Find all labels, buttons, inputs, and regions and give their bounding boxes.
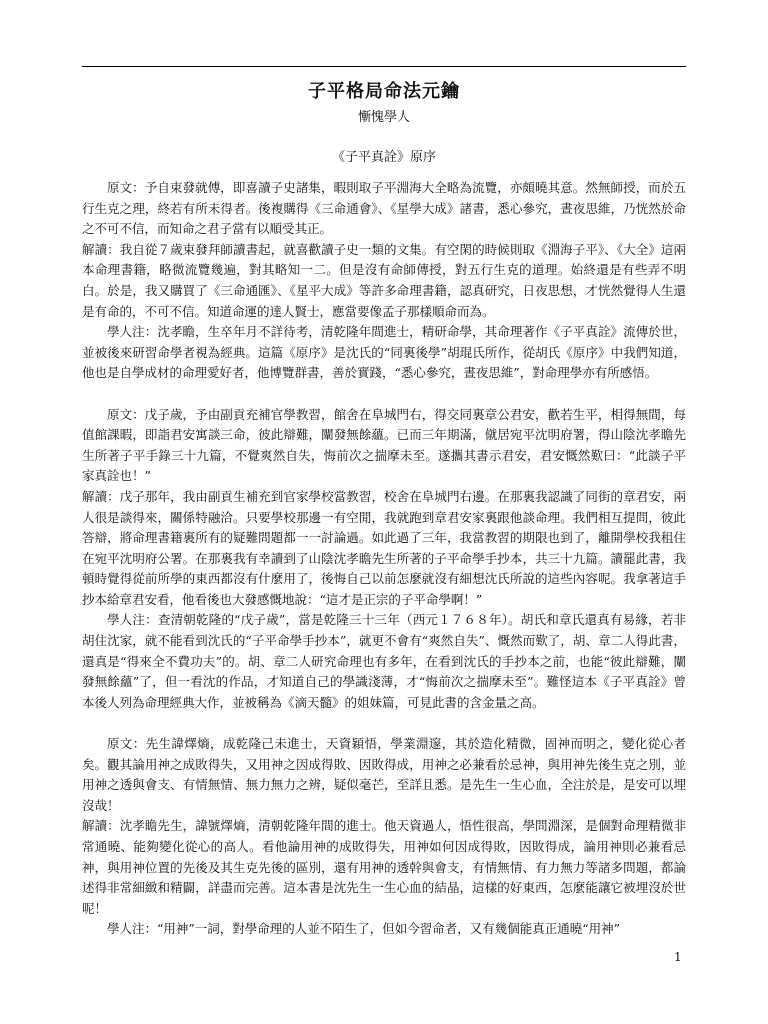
paragraph: 原文：先生諱燡熵，成乾隆己未進士，天資穎悟，學業淵邃，其於造化精微，固神而明之，變化從心者矣。觀其論用神之成敗得失，又用神之因成得敗、因敗得成，用神之必兼看於忌神，與用神先後生克之別，並用神之透與會支、有情無情、無力無力之辨，疑似毫芒，至詳且悉。是先生一生心血，全注於是，是安可以埋沒哉！	[82, 736, 686, 813]
paragraph: 原文：戊子歲，予由副貢充補官學教習，館舍在阜城門右，得交同裏章公君安，歡若生平，相得無間，每值館課暇，即詣君安寓談三命，彼此辯難，闡發無餘蘊。已而三年期滿，僦居宛平沈明府署，得山陰沈孝瞻先生所著子平手錄三十九篇，不覺爽然自失，悔前次之揣摩未至。遂攜其書示君安，君安慨然歎曰：“此談子平家真詮也！”	[82, 406, 686, 484]
paragraph: 解讀：我自從７歲束發拜師讀書起，就喜歡讀子史一類的文集。有空閑的時候則取《淵海子平》、《大全》這兩本命理書籍，略微流覽幾遍，對其略知一二。但是沒有命師傳授，對五行生克的道理。始終還是有些弄不明白。於是，我又購買了《三命通匯》、《星平大成》等許多命理書籍，認真研究，日夜思想，才恍然覺得人生還是有命的，不可不信。知道命運的達人賢士，應當要像孟子那樣順命而為。	[82, 241, 686, 319]
document-author: 慚愧學人	[357, 110, 410, 125]
page-number: 1	[674, 950, 682, 964]
paragraph: 解讀：沈孝瞻先生，諱號燡熵，清朝乾隆年間的進士。他天資過人，悟性很高，學問淵深，是個對命理精微非常通曉、能夠變化從心的高人。看他論用神的成敗得失，用神如何因成得敗，因敗得成，論用神則必兼看忌神，與用神位置的先後及其生克先後的區別，還有用神的透幹與會支，有情無情、有力無力等諸多問題，都論述得非常細緻和精闢，詳盡而完善。這本書是沈先生一生心血的結晶，這樣的好東西，怎麼能讓它被埋沒於世呢！	[82, 818, 686, 916]
paragraph: 學人注：查清朝乾隆的“戊子歲”，當是乾隆三十三年（西元１７６８年）。胡氏和章氏還真有易緣，若非胡住沈家，就不能看到沈氏的“子平命學手抄本”，就更不會有“爽然自失”、慨然而歎了，胡、章二人得此書，還真是“得來全不費功夫”的。胡、章二人研究命理也有多年，在看到沈氏的手抄本之前，也能“彼此辯難，闡發無餘蘊”了，但一看沈的作品，才知道自己的學識淺薄，才“悔前次之揣摩未至”。難怪這本《子平真詮》曾本後人列為命理經典大作，並被稱為《滴天髓》的姐妹篇，可見此書的含金量之高。	[82, 612, 686, 710]
header-rule	[82, 66, 686, 67]
document-title: 子平格局命法元鑰	[308, 81, 460, 102]
paragraph: 學人注：“用神”一詞，對學命理的人並不陌生了，但如今習命者，又有幾個能真正通曉“用神”	[107, 921, 621, 937]
paragraph: 學人注：沈孝瞻，生卒年月不詳待考，清乾隆年間進士，精研命學，其命理著作《子平真詮》流傳於世，並被後來研習命學者視為經典。這篇《原序》是沈氏的“同裏後學”胡琨氏所作，從胡氏《原序》中我們知道，他也是自學成材的命理愛好者，他博覽群書，善於實踐，“悉心參究，晝夜思維”，對命理學亦有所感悟。	[82, 324, 686, 381]
section-subtitle: 《子平真詮》原序	[331, 150, 436, 165]
document-body	[82, 178, 686, 940]
paragraph: 解讀：戊子那年，我由副貢生補充到官家學校當教習，校舍在阜城門右邊。在那裏我認識了同街的章君安，兩人很是談得來，關係特融洽。只要學校那邊一有空閒，我就跑到章君安家裏跟他談命理。我們相互提問，彼此答辯，將命理書籍裏所有的疑難問題都一一討論過。如此過了三年，我當教習的期限也到了，離開學校我租住在宛平沈明府公署。在那裏我有幸讀到了山陰沈孝瞻先生所著的子平命學手抄本，共三十九篇。讀罷此書，我頓時覺得從前所學的東西都沒有什麼用了，後悔自己以前怎麼就沒有細想沈氏所說的這些內容呢。我拿著這手抄本給章君安看，他看後也大發感慨地說：“這才是正宗的子平命學啊！”	[82, 488, 686, 607]
paragraph: 原文：予自束發就傅，即喜讀子史諸集，暇則取子平淵海大全略為流覽，亦頗曉其意。然無師授，而於五行生克之理，終若有所未得者。後複購得《三命通會》、《星學大成》諸書，悉心參究，晝夜思維，乃恍然於命之不可不信，而知命之君子當有以順受其正。	[82, 180, 686, 237]
